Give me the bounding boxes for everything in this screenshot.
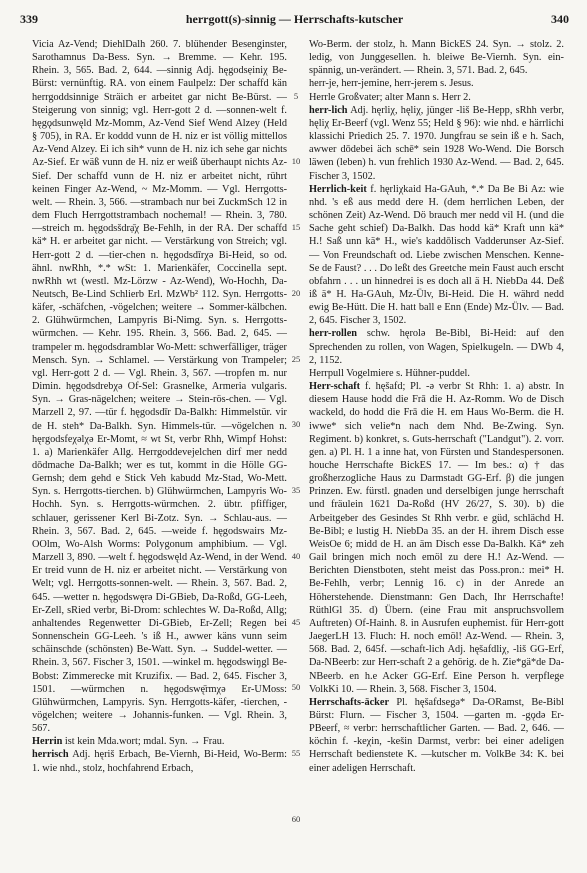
- page-header: [20, 12, 569, 32]
- entry-text: Vicia Az-Vend; DiehlDalh 260. 7. blühender Besenginster, Sarothamnus Da-Bess. Syn. → Bremme. — Kehr. 195. Rhein. 3, 565. Bad. 2, 644. —sinnig Adj. hęgodsẹiniχ Be-Bürst: vernünftig. RA. von einem Faulpelz: Der schaffd kän herrgoddsinnige Sträich er arbeitet gar nicht Be-Bürst. — Steigerung von sinnig; vgl. Herr-gott 2 d. —sonnen-welt f. hęgǫdsunwęld Mz-Momm, Az-Vend Sief Wend Alzey (Held § 705), in RA. Er koddd vunn de H. niz er ist völlig mittellos Az-Vend Alzey. Ei ich sih* vunn de H. niz ich sehe gar nichts Az-Sief. Er wäß vunn de H. niz er weiß überhaupt nichts Az-Sief. Der schaffd vunn de H. niz er arbeitet nicht, rührt keinen Finger Az-Wend, ~ Mz-Momm. — Vgl. Herrgotts-welt. — Rhein. 3, 566. —strambach nur bei ZuckmSch 12 in dem Fluch Herrgottstrambach nochemal! — Rhein. 3, 780. —streich m. hęgodsšdrạ̄χ Be-Fehlh, in der RA. Der schaffd kä* H. er arbeitet gar nicht. — Verstärkung von Streich; vgl. Herr-gott 2 d. —tier-chen n. hęgodsdīrχə Bi-Heid, so od. ähnl. nwRhh, *.* wSt: 1. Marienkäfer, Coccinella sept. nwRhh wt (westl. Mz-Lörzw - Az-Wend), Wo-Hochh, Da-Neutsch, Be-Lind Schlierb Erl. MzWb² 112. Syn. Herrgotts-käfer, -schäfchen, -vögelchen; weitere → Sommer-kälbchen. 2. Glühwürmchen, Lampyris Bi-Nimg. Syn. s. Herrgotts-würmchen. — Kehr. 195. Rhein. 3, 566. Bad. 2, 645. —trampeler m. hęgodsdramblǝr Wo-Mett: schwerfälliger, träger Mensch. Syn. → Schlamel. — Verstärkung von Trampeler; vgl. Herr-gott 2 d. — Vgl. Rhein. 3, 567. —tropfen m. nur Dimin. hęgodsdrebχə Of-Sel: Grasnelke, Armeria vulgaris. Syn. → Gras-nägelchen; weitere → Stein-rös-chen. — Vgl. Marzell 2, 97. —tür f. hęgodsdīr Da-Balkh: Himmelstür. vir de H. steh* Da-Balkh. Syn. Himmels-tür. —vögelchen n. hęrgodsfeχəlχə Er-Momt, ≈ wt St, verbr Rhh, Wimpf Hohst: 1. a) Marienkäfer Allg. Herrgoddevejelchen dirf mer nedd dōdmache Da-Balkh; wer es tut, kommt in die Hölle GG-Gernsh; dem gehd e Stick Veh kabudd Mz-Stad, Wo-Mett. Syn. s. Herrgotts-tierchen. b) Glühwürmchen, Lampyris Wo-Hochh. Syn. s. Herrgotts-würmchen. 2. übtr. pfiffiger, schlauer, gerissener Kerl Bi-Zotz. Syn. → Schlau-aus. — Rhein. 3, 567. Bad. 2, 645. —weide f. hęgodswairs Mz-OOlm, Wo-Alsh Worms: Polygonum amphibium. — Vgl. Marzell 3, 890. —welt f. hęgodswęld Az-Wend, in der Wend. Er treid vunn de H. niz er arbeitet nicht. — Verstärkung von Welt; vgl. Herrgotts-sonnen-welt. — Rhein. 3, 567. Bad. 2, 645. —wetter n. hęgodswęrǝ Di-GBieb, Da-Roßd, GG-Leeh, Er-Zell, sRied verbr, Bi-Drom: schlechtes W. Da-Roßd, Allg; anhaltendes Regenwetter Di-GBieb, Er-Zell; Regen bei Sonnenschein GG-Leeh. 's iß H., awwer käns vunn seim schäinschde (schönsten) Be-Watt. Syn. → Suddel-wetter. — Rhein. 3, 567. Fischer 3, 1501. —winkel m. hęgodswiŋgl Be-Bobst: Zimmerecke mit Kruzifix. — Bad. 2, 645. Fischer 3, 1501. —würmchen n. hęgodswę̄rmχə Er-UMoss: Glühwürmchen, Lampyris. Syn. Herrgotts-käfer, -tierchen, -vögelchen; weitere → Johannis-funken. — Vgl. Rhein. 3, 567.: [32, 39, 287, 735]
- left-column: [32, 38, 287, 858]
- entry-lemma: Herrschafts-äcker: [309, 696, 390, 708]
- entry-lemma: herrisch: [32, 749, 69, 761]
- dictionary-entry: [309, 380, 564, 696]
- line-number: 10: [291, 156, 301, 167]
- entry-text: f. hęšafd; Pl. -ə verbr St Rhh: 1. a) abstr. In diesem Hause hodd die Frā die H. Az-Romm. Wo de Disch wackeld, do hodd die Frā die H. em Haus Wo-Berm. die H. iwwe* sich velie*n nach dem Nhd. Be-Zwing. Syn. Regiment. b) konkret, s. Guts-herrschaft ("Landgut"). 2. vorr. gen. a) Pl. H. 1 a inne hat, von Fürsten und Standespersonen. houche Herrschafte BickES 17. — Im bes.: α) † das großherzogliche Haus zu Darmstadt GG-Erf. β) die jungen Prinzen. Ew. fürstl. gnaden und derselbigen junge herrschaft und fräulein 1621 Da-Roßd (HV 26/27, S. 30). b) die Arbeitgeber des Gesindes St Rhh verbr. e güd, schlächd H. Be-Bibl; e lustig H. NiebDa 35. an der H. ihrem Disch esse WeisOe 6; midd de H. an äm Disch esse Da-Balkh. Kä* zeh Gail bringen mich noch emöl zu dere H.! Az-Wend. — Berichten Dienstboten, steht meist das Poss.pron.: mei* H. Be-Fehlh, verbr; Lennig 16. c) in der Anrede an Höherstehende. Dienstmann: Gen Dach, Ihr Herrschafte! RüthlGl 35. d) Übern. (eine Frau mit anspruchsvollem Auftreten) Of-Hainh. 8. in Ausrufen euphemist. für Herr-gott JaegerLH 13. Fluch: H. noch emöl! Az-Wend. — Rhein. 3, 568. Bad. 2, 645f. —schaft-lich Adj. hęšafdliχ, -liš GG-Erf, Da-NBeerb: zur Herr-schaft 2 a gehörig. de h. Zie*gä*de Da-NBeerb. en h.e Acker GG-Erf. Eine Person h. verpflege VolkKi 10. — Rhein. 3, 568. Fischer 3, 1504.: [309, 381, 564, 695]
- dictionary-entry: [309, 327, 564, 366]
- dictionary-entry: [32, 38, 287, 735]
- entry-text: f. hęrliχkaid Ha-GAuh, *.* Da Be Bi Az: wie nhd. 's eß aus medd dere H. (dem herrlichen Leben, der schönen Zeit) Az-Wend. Dö brauch mer nedd vil H. (und die Sache geht schief) Da-Balkh. Das hodd kä* Kraft unn kä* H.! Saß unn kä* H., wie's kaddōlisch Vadderunser Az-Sief. — Von Freundschaft od. Liebe zwischen Menschen. Kenne-Se de Faust? . . . Do leßt des Greetche mein Faust auch erscht obfahrn . . . un hinnedrei is es doch all ä H. NiebDa 44. Deß iß ä* H. Ha-GAuh, Mz-Ülv, Bi-Heid. Die H. währd nedd ewig Be-Hütt. Die H. hatt ball e Enn (Ende) Mz-Ülv. — Bad. 2, 645. Fischer 3, 1502.: [309, 183, 564, 327]
- dictionary-entry: [309, 38, 564, 77]
- entry-text: Adj. hęrliχ, hęliχ, jünger -liš Be-Hepp, sRhh verbr, hęliχ Er-Beerf (vgl. Wenz 55; Held § 96): wie nhd. e härrlichi klassichi Priedich 25. 7. 1970. Jungfrau se sein iß e h. Sach, awwer dōdebei äch schē* sein 1928 Wo-Wend. Die Borsch läwen (leben) h. vun frehlich 1930 Az-Wend. — Bad. 2, 645. Fischer 3, 1502.: [309, 104, 564, 182]
- running-head: herrgott(s)-sinnig — Herrschafts-kutscher: [185, 12, 404, 26]
- line-number: 25: [291, 353, 301, 364]
- line-number: 50: [291, 682, 301, 693]
- entry-text: Herrpull Vogelmiere s. Hühner-puddel.: [309, 367, 470, 379]
- line-number: 20: [291, 287, 301, 298]
- entry-lemma: Herr-schaft: [309, 381, 361, 393]
- entry-text: schw. hęrolə Be-Bibl, Bi-Heid: auf den Sprechenden zu rollen, von Wagen, Spielkugeln. — DWb 4, 2, 1152.: [309, 328, 564, 366]
- line-number: 35: [291, 485, 301, 496]
- right-column: [309, 38, 564, 858]
- entry-lemma: Herrlich-keit: [309, 183, 367, 195]
- entry-lemma: herr-lich: [309, 104, 348, 116]
- line-number: 5: [293, 90, 299, 101]
- line-number: 60: [291, 813, 301, 824]
- line-number: 45: [291, 616, 301, 627]
- page-number-right: 340: [551, 12, 569, 26]
- line-number: 40: [291, 550, 301, 561]
- line-number: 15: [291, 222, 301, 233]
- line-number-gutter: [287, 38, 305, 858]
- entry-text: ist kein Mda.wort; mdal. Syn. → Frau.: [64, 736, 225, 748]
- dictionary-entry: [309, 367, 564, 380]
- dictionary-entry: [309, 183, 564, 328]
- dictionary-entry: [32, 748, 287, 774]
- entry-text: Adj. hęriš Erbach, Be-Viernh, Bi-Heid, Wo-Berm: 1. wie nhd., stolz, hochfahrend Erbach,: [32, 749, 287, 774]
- dictionary-entry: [309, 91, 564, 104]
- entry-text: herr-je, herr-jemine, herr-jerem s. Jesus.: [309, 78, 474, 90]
- dictionary-entry: [32, 735, 287, 748]
- entry-text: Pl. hęšafdsegə* Da-ORamst, Be-Bibl Bürst: Flurn. — Fischer 3, 1504. —garten m. -gǫdə Er-PBeerf, ≈ verbr: herrschaftlicher Garten. — Bad. 2, 646. —köchin f. -keχin, -kešin Darmst, verbr: bei einer adeligen Herrschaft bedienstete K. —kutscher m. VolkBe 34: K. bei einer adeligen Herrschaft.: [309, 696, 564, 774]
- dictionary-entry: [309, 104, 564, 183]
- entry-text: Herrle Großvater; alter Mann s. Herr 2.: [309, 91, 471, 103]
- dictionary-entry: [309, 77, 564, 90]
- entry-text: Wo-Berm. der stolz, h. Mann BickES 24. Syn. → stolz. 2. ledig, von Junggesellen. h. bleiwe Be-Viernh. Syn. ein-spännig, un-verändert. — Rhein. 3, 571. Bad. 2, 645.: [309, 39, 564, 77]
- dictionary-entry: [309, 696, 564, 775]
- entry-lemma: Herrin: [32, 736, 63, 748]
- line-number: 30: [291, 419, 301, 430]
- line-number: 55: [291, 748, 301, 759]
- page-number-left: 339: [20, 12, 38, 26]
- entry-lemma: herr-rollen: [309, 328, 358, 340]
